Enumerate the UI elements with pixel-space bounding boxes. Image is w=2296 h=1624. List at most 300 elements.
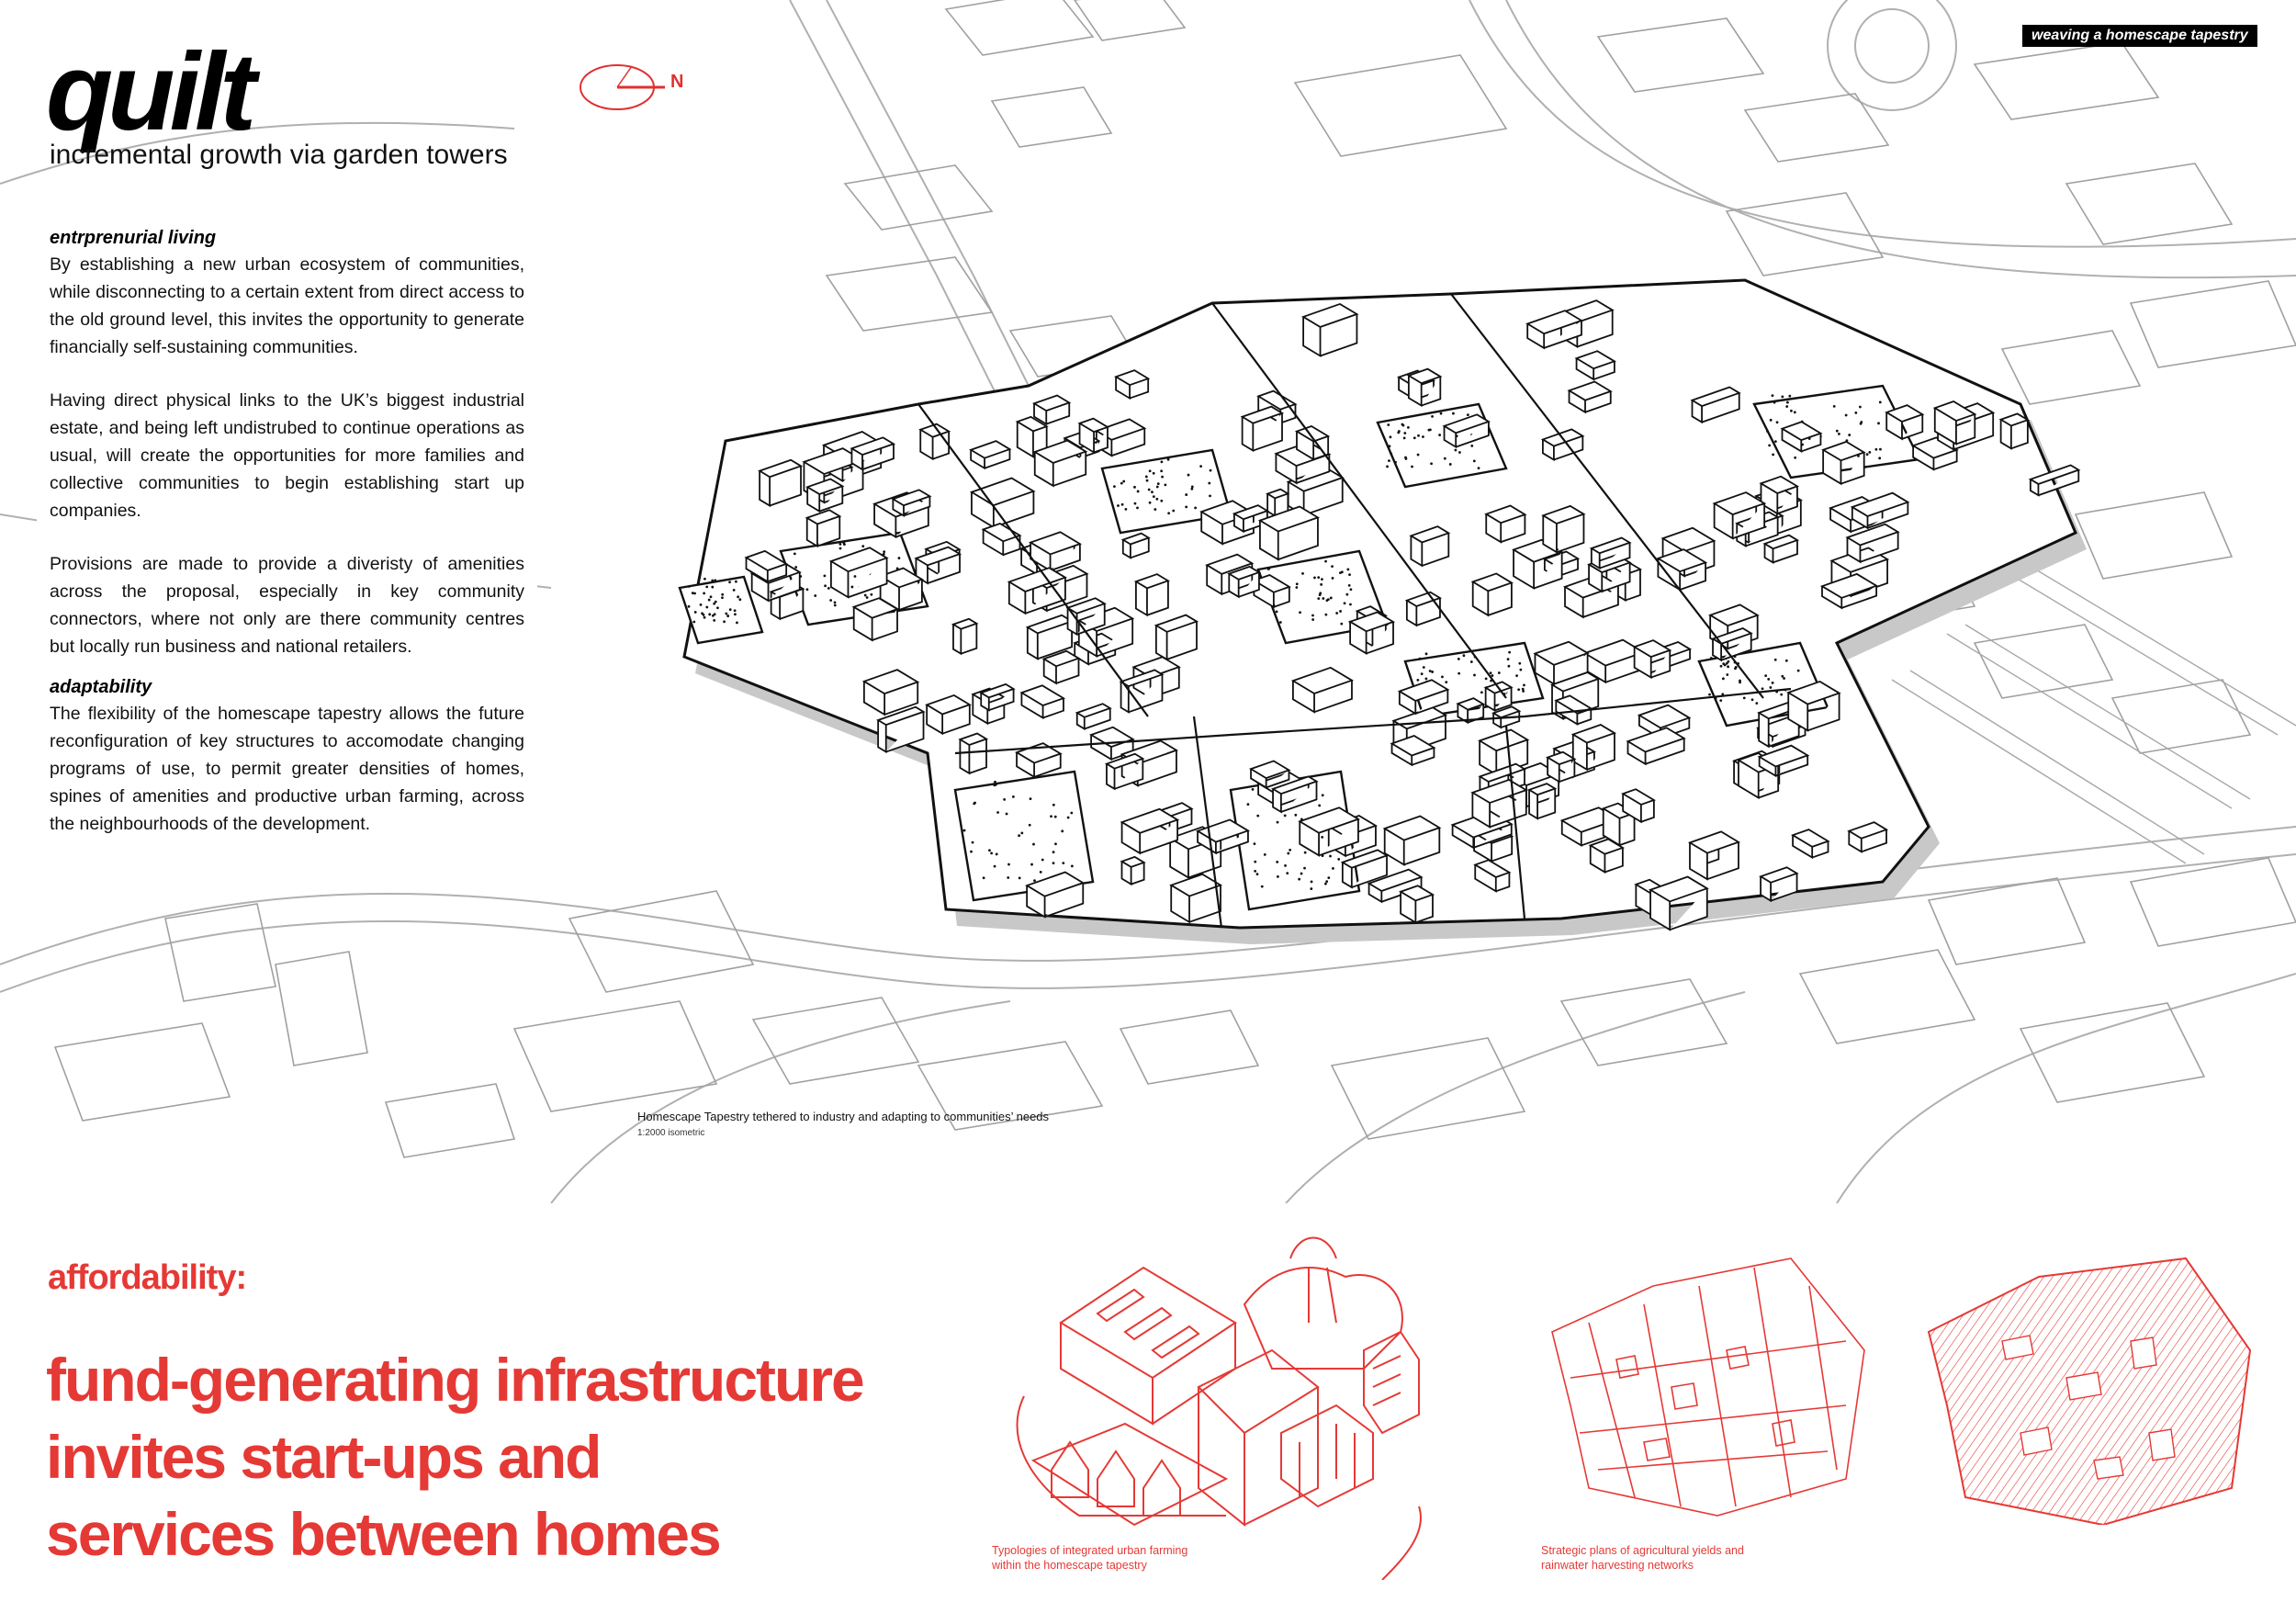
roof-garden-dot bbox=[1310, 887, 1312, 890]
roof-garden-dot bbox=[1515, 674, 1518, 677]
roof-garden-dot bbox=[703, 616, 706, 619]
map-caption: Homescape Tapestry tethered to industry and adapting to communities’ needs bbox=[637, 1110, 1050, 1123]
roof-garden-dot bbox=[1134, 502, 1137, 505]
roof-garden-dot bbox=[1480, 691, 1483, 694]
affordability-label: affordability: bbox=[48, 1258, 247, 1297]
roof-garden-dot bbox=[870, 593, 872, 596]
roof-garden-dot bbox=[1317, 597, 1320, 600]
roof-garden-dot bbox=[692, 621, 695, 624]
roof-garden-dot bbox=[726, 615, 729, 617]
roof-garden-dot bbox=[1423, 666, 1425, 669]
roof-garden-dot bbox=[1050, 815, 1052, 818]
roof-garden-dot bbox=[1276, 610, 1278, 613]
roof-garden-dot bbox=[703, 578, 706, 581]
roof-garden-dot bbox=[1417, 454, 1420, 457]
roof-garden-dot bbox=[1780, 694, 1783, 696]
roof-garden-dot bbox=[1774, 440, 1777, 443]
roof-garden-dot bbox=[1452, 412, 1455, 415]
roof-garden-dot bbox=[733, 589, 736, 592]
roof-garden-dot bbox=[1455, 449, 1458, 452]
roof-garden-dot bbox=[1185, 505, 1187, 508]
roof-garden-dot bbox=[1485, 677, 1488, 680]
roof-garden-dot bbox=[1319, 593, 1322, 596]
roof-garden-dot bbox=[1387, 423, 1390, 426]
roof-garden-dot bbox=[824, 574, 827, 577]
roof-garden-dot bbox=[995, 784, 997, 786]
roof-garden-dot bbox=[1284, 864, 1287, 867]
roof-garden-dot bbox=[734, 613, 737, 615]
roof-garden-dot bbox=[1877, 422, 1880, 424]
roof-garden-dot bbox=[1286, 872, 1289, 874]
roof-garden-dot bbox=[1774, 659, 1777, 661]
roof-garden-dot bbox=[1164, 483, 1166, 486]
headline bbox=[46, 1341, 863, 1573]
roof-garden-dot bbox=[1422, 435, 1424, 438]
roof-garden-dot bbox=[1052, 862, 1055, 864]
roof-garden-dot bbox=[1761, 687, 1764, 690]
roof-garden-dot bbox=[688, 605, 691, 608]
map-scale: 1:2000 isometric bbox=[637, 1128, 705, 1138]
roof-garden-dot bbox=[827, 587, 830, 590]
roof-garden-dot bbox=[1136, 506, 1139, 509]
roof-garden-dot bbox=[1331, 565, 1334, 568]
roof-garden-dot bbox=[1332, 867, 1334, 870]
roof-garden-dot bbox=[1120, 482, 1123, 485]
roof-garden-dot bbox=[1122, 480, 1125, 483]
roof-garden-dot bbox=[1508, 651, 1511, 654]
roof-garden-dot bbox=[1727, 665, 1729, 668]
roof-garden-dot bbox=[1490, 671, 1492, 674]
roof-garden-dot bbox=[1523, 683, 1525, 686]
roof-garden-dot bbox=[1389, 445, 1391, 447]
roof-garden-dot bbox=[839, 543, 842, 546]
roof-garden-dot bbox=[703, 614, 705, 616]
roof-garden-dot bbox=[1390, 435, 1392, 438]
roof-garden-dot bbox=[1710, 657, 1713, 660]
strategic-plan-sketch bbox=[1534, 1249, 1883, 1525]
roof-garden-dot bbox=[1727, 660, 1729, 663]
roof-garden-dot bbox=[1311, 615, 1314, 617]
roof-garden-dot bbox=[1296, 582, 1299, 585]
roof-garden-dot bbox=[1208, 482, 1210, 485]
section-heading-adaptability: adaptability bbox=[50, 677, 152, 697]
roof-garden-dot bbox=[714, 613, 716, 615]
roof-garden-dot bbox=[1052, 851, 1055, 853]
roof-garden-dot bbox=[861, 545, 864, 547]
roof-garden-dot bbox=[1772, 682, 1774, 684]
roof-garden-dot bbox=[1421, 672, 1424, 675]
roof-garden-dot bbox=[1019, 876, 1021, 879]
roof-garden-dot bbox=[1398, 430, 1401, 433]
roof-garden-dot bbox=[1431, 415, 1434, 418]
roof-garden-dot bbox=[990, 852, 993, 855]
roof-garden-dot bbox=[1054, 842, 1057, 845]
roof-garden-dot bbox=[1859, 406, 1862, 409]
roof-garden-dot bbox=[1724, 664, 1727, 667]
roof-garden-dot bbox=[1052, 804, 1055, 806]
roof-garden-dot bbox=[1403, 432, 1406, 434]
roof-garden-dot bbox=[1766, 430, 1769, 433]
roof-garden-dot bbox=[1324, 614, 1327, 616]
roof-garden-dot bbox=[1458, 451, 1461, 454]
roof-garden-dot bbox=[854, 575, 857, 578]
roof-garden-dot bbox=[703, 592, 705, 594]
roof-garden-dot bbox=[1708, 694, 1711, 696]
roof-garden-dot bbox=[1407, 426, 1410, 429]
roof-garden-dot bbox=[1256, 815, 1259, 818]
roof-garden-dot bbox=[1794, 411, 1796, 413]
roof-garden-dot bbox=[1156, 486, 1159, 489]
roof-garden-dot bbox=[1160, 469, 1163, 472]
roof-garden-dot bbox=[1458, 672, 1460, 675]
roof-garden-dot bbox=[1444, 457, 1446, 460]
roof-garden-dot bbox=[996, 853, 998, 856]
roof-garden-dot bbox=[1772, 454, 1774, 457]
roof-garden-dot bbox=[1330, 597, 1333, 600]
roof-garden-dot bbox=[1322, 794, 1324, 796]
page-title: quilt bbox=[46, 30, 252, 153]
roof-garden-dot bbox=[883, 550, 885, 553]
roof-garden-dot bbox=[1327, 876, 1330, 879]
roof-garden-dot bbox=[898, 557, 901, 559]
roof-garden-dot bbox=[1719, 699, 1722, 702]
roof-garden-dot bbox=[996, 811, 999, 814]
roof-garden-dot bbox=[1252, 788, 1255, 791]
roof-garden-dot bbox=[1868, 451, 1871, 454]
roof-garden-dot bbox=[1340, 623, 1343, 626]
building-block bbox=[1080, 419, 1108, 453]
roof-garden-dot bbox=[1303, 867, 1306, 870]
roof-garden-dot bbox=[1149, 469, 1152, 472]
roof-garden-dot bbox=[1879, 448, 1882, 451]
roof-garden-dot bbox=[1866, 453, 1869, 456]
roof-garden-dot bbox=[1458, 658, 1460, 660]
roof-garden-dot bbox=[1289, 849, 1291, 851]
roof-garden-dot bbox=[1148, 489, 1151, 491]
roof-garden-dot bbox=[738, 598, 741, 601]
roof-garden-dot bbox=[1388, 459, 1390, 462]
roof-garden-dot bbox=[1030, 863, 1033, 866]
roof-garden-dot bbox=[1776, 421, 1779, 423]
roof-garden-dot bbox=[1346, 568, 1349, 570]
roof-garden-dot bbox=[1785, 660, 1788, 662]
roof-garden-dot bbox=[1210, 469, 1212, 472]
roof-garden-dot bbox=[1522, 688, 1525, 691]
roof-garden-dot bbox=[1277, 875, 1279, 878]
roof-garden-dot bbox=[1786, 401, 1789, 404]
roof-garden-dot bbox=[1390, 453, 1392, 456]
roof-garden-dot bbox=[1836, 430, 1839, 433]
roof-garden-dot bbox=[1146, 479, 1149, 482]
roof-garden-dot bbox=[1012, 795, 1015, 798]
roof-garden-dot bbox=[688, 585, 691, 588]
roof-garden-dot bbox=[694, 611, 697, 614]
roof-garden-dot bbox=[1854, 412, 1857, 414]
roof-garden-dot bbox=[1033, 879, 1036, 882]
roof-garden-dot bbox=[1878, 457, 1881, 459]
roof-garden-dot bbox=[713, 603, 715, 605]
roof-garden-dot bbox=[806, 588, 809, 591]
roof-garden-dot bbox=[1349, 603, 1352, 606]
roof-garden-dot bbox=[1401, 423, 1404, 426]
roof-garden-dot bbox=[1449, 463, 1452, 466]
roof-garden-dot bbox=[1113, 485, 1116, 488]
roof-garden-dot bbox=[1185, 493, 1187, 496]
roof-garden-dot bbox=[1769, 686, 1772, 689]
roof-garden-dot bbox=[1743, 697, 1746, 700]
roof-garden-dot bbox=[824, 584, 827, 587]
roof-garden-dot bbox=[1254, 861, 1256, 863]
farming-typology-sketch bbox=[996, 1212, 1474, 1580]
sketch-caption-farming bbox=[992, 1543, 1187, 1573]
roof-garden-dot bbox=[1879, 400, 1882, 403]
headline-line: services between homes bbox=[46, 1500, 720, 1568]
roof-garden-dot bbox=[1788, 395, 1791, 398]
roof-garden-dot bbox=[1325, 880, 1328, 883]
caption-line: Strategic plans of agricultural yields and bbox=[1541, 1544, 1744, 1557]
roof-garden-dot bbox=[994, 781, 996, 784]
roof-garden-dot bbox=[1295, 586, 1298, 589]
caption-line: rainwater harvesting networks bbox=[1541, 1559, 1694, 1572]
roof-garden-dot bbox=[708, 599, 711, 602]
roof-garden-dot bbox=[1070, 812, 1073, 815]
roof-garden-dot bbox=[1209, 494, 1211, 497]
roof-garden-dot bbox=[1194, 507, 1197, 510]
roof-garden-dot bbox=[794, 566, 797, 569]
roof-garden-dot bbox=[1030, 797, 1032, 800]
roof-garden-dot bbox=[1416, 679, 1419, 682]
roof-garden-dot bbox=[1054, 816, 1057, 818]
roof-garden-dot bbox=[1772, 394, 1774, 397]
roof-garden-dot bbox=[1797, 670, 1800, 672]
roof-garden-dot bbox=[1770, 419, 1773, 422]
roof-garden-dot bbox=[1348, 573, 1351, 576]
roof-garden-dot bbox=[1326, 599, 1329, 602]
roof-garden-dot bbox=[705, 585, 708, 588]
roof-garden-dot bbox=[1341, 570, 1344, 573]
roof-garden-dot bbox=[1337, 858, 1340, 861]
roof-garden-dot bbox=[1726, 673, 1728, 676]
roof-garden-dot bbox=[1256, 873, 1259, 875]
roof-garden-dot bbox=[1145, 476, 1148, 479]
roof-garden-dot bbox=[735, 581, 737, 583]
roof-garden-dot bbox=[834, 604, 837, 607]
page-subtitle: incremental growth via garden towers bbox=[50, 140, 508, 170]
roof-garden-dot bbox=[1187, 474, 1190, 477]
roof-garden-dot bbox=[1071, 865, 1074, 868]
roof-garden-dot bbox=[1301, 572, 1304, 575]
roof-garden-dot bbox=[721, 593, 724, 596]
roof-garden-dot bbox=[1254, 870, 1256, 873]
roof-garden-dot bbox=[1419, 658, 1422, 660]
roof-garden-dot bbox=[1329, 855, 1332, 858]
roof-garden-dot bbox=[988, 849, 991, 851]
roof-garden-dot bbox=[1149, 502, 1152, 504]
roof-garden-dot bbox=[1764, 674, 1767, 677]
roof-garden-dot bbox=[1755, 702, 1758, 705]
paragraph: Provisions are made to provide a diveristy of amenities across the proposal, especially in key community connectors, where not only are there community centres but locally run business and national retailers. bbox=[50, 554, 524, 657]
roof-garden-dot bbox=[1300, 873, 1303, 875]
roof-garden-dot bbox=[705, 606, 708, 609]
roof-garden-dot bbox=[728, 581, 731, 583]
roof-garden-dot bbox=[1125, 508, 1128, 511]
roof-garden-dot bbox=[1153, 472, 1155, 475]
roof-garden-dot bbox=[1321, 578, 1323, 581]
roof-garden-dot bbox=[1463, 654, 1466, 657]
roof-garden-dot bbox=[1348, 584, 1351, 587]
roof-garden-dot bbox=[1321, 836, 1323, 839]
roof-garden-dot bbox=[1299, 611, 1301, 614]
roof-garden-dot bbox=[970, 851, 973, 853]
roof-garden-dot bbox=[1783, 677, 1785, 680]
roof-garden-dot bbox=[1161, 460, 1164, 463]
roof-garden-dot bbox=[1860, 423, 1863, 425]
roof-garden-dot bbox=[1722, 677, 1725, 680]
roof-garden-dot bbox=[1154, 508, 1156, 511]
roof-garden-dot bbox=[1298, 878, 1300, 881]
roof-garden-dot bbox=[1848, 434, 1851, 436]
roof-garden-dot bbox=[1020, 831, 1023, 834]
roof-garden-dot bbox=[1167, 512, 1170, 514]
roof-garden-dot bbox=[1294, 814, 1297, 817]
roof-garden-dot bbox=[1491, 674, 1494, 677]
roof-garden-dot bbox=[1155, 498, 1158, 501]
roof-garden-dot bbox=[1751, 698, 1754, 701]
roof-garden-dot bbox=[1133, 486, 1136, 489]
roof-garden-dot bbox=[1470, 445, 1473, 447]
roof-garden-dot bbox=[1507, 658, 1510, 660]
roof-garden-dot bbox=[793, 552, 796, 555]
roof-garden-dot bbox=[994, 865, 996, 868]
roof-garden-dot bbox=[1445, 681, 1447, 683]
text-panel bbox=[37, 220, 537, 882]
roof-garden-dot bbox=[1199, 465, 1202, 468]
roof-garden-dot bbox=[1007, 863, 1010, 866]
roof-garden-dot bbox=[1838, 433, 1840, 435]
roof-garden-dot bbox=[1350, 588, 1353, 591]
roof-garden-dot bbox=[723, 620, 726, 623]
roof-garden-dot bbox=[1191, 485, 1194, 488]
roof-garden-dot bbox=[864, 594, 867, 597]
roof-garden-dot bbox=[725, 613, 727, 615]
paragraph: By establishing a new urban ecosystem of communities, while disconnecting to a certain extent from direct access to the old ground level, this invites the opportunity to generate financially self-sustaining communities. bbox=[50, 254, 524, 357]
roof-garden-dot bbox=[1429, 428, 1432, 431]
roof-garden-dot bbox=[973, 803, 975, 806]
roof-garden-dot bbox=[1720, 665, 1723, 668]
roof-garden-dot bbox=[1247, 803, 1250, 806]
roof-garden-dot bbox=[1153, 495, 1155, 498]
roof-garden-dot bbox=[1413, 436, 1416, 439]
roof-garden-dot bbox=[1006, 813, 1008, 816]
roof-garden-dot bbox=[1394, 461, 1397, 464]
roof-garden-dot bbox=[972, 841, 974, 844]
roof-garden-dot bbox=[1279, 621, 1282, 624]
roof-garden-dot bbox=[1172, 510, 1175, 513]
roof-garden-dot bbox=[1430, 462, 1433, 465]
paragraph: The flexibility of the homescape tapestry allows the future reconfiguration of key structures to accomodate changing programs of use, to permit greater densities of homes, spines of amenities and productive urban farming, across the neighbourhoods of the development. bbox=[50, 704, 524, 834]
roof-garden-dot bbox=[1167, 458, 1170, 461]
roof-garden-dot bbox=[1161, 476, 1164, 479]
roof-garden-dot bbox=[1470, 660, 1473, 663]
roof-garden-dot bbox=[1335, 612, 1338, 615]
roof-garden-dot bbox=[1277, 821, 1279, 824]
roof-garden-dot bbox=[1519, 669, 1522, 671]
north-label: N bbox=[670, 72, 684, 92]
roof-garden-dot bbox=[1061, 829, 1064, 832]
roof-garden-dot bbox=[1781, 675, 1784, 678]
roof-garden-dot bbox=[1121, 503, 1124, 506]
roof-garden-dot bbox=[736, 621, 738, 624]
roof-garden-dot bbox=[1411, 466, 1413, 468]
roof-garden-dot bbox=[1404, 457, 1407, 459]
headline-line: fund-generating infrastructure bbox=[46, 1346, 863, 1414]
roof-garden-dot bbox=[1003, 798, 1006, 801]
roof-garden-dot bbox=[1318, 804, 1321, 806]
roof-garden-dot bbox=[1441, 676, 1444, 679]
roof-garden-dot bbox=[1794, 457, 1796, 459]
roof-garden-dot bbox=[708, 613, 711, 615]
roof-garden-dot bbox=[1473, 674, 1476, 677]
roof-garden-dot bbox=[1498, 671, 1501, 674]
roof-garden-dot bbox=[1438, 434, 1441, 436]
roof-garden-dot bbox=[851, 586, 854, 589]
roof-garden-dot bbox=[734, 609, 737, 612]
roof-garden-dot bbox=[1032, 843, 1035, 846]
roof-garden-dot bbox=[814, 594, 816, 597]
roof-garden-dot bbox=[1467, 413, 1469, 416]
roof-garden-dot bbox=[1160, 500, 1163, 502]
roof-garden-dot bbox=[1311, 618, 1314, 621]
roof-garden-dot bbox=[1508, 665, 1511, 668]
roof-garden-dot bbox=[700, 603, 703, 606]
roof-garden-dot bbox=[1424, 678, 1427, 681]
section-heading-entrepreneurial: entrprenurial living bbox=[50, 228, 217, 248]
roof-garden-dot bbox=[1767, 678, 1770, 681]
roof-garden-dot bbox=[1261, 885, 1264, 888]
roof-garden-dot bbox=[1137, 491, 1140, 493]
roof-garden-dot bbox=[729, 608, 732, 611]
roof-garden-dot bbox=[1311, 881, 1313, 884]
roof-garden-dot bbox=[1254, 842, 1256, 845]
roof-garden-dot bbox=[1431, 671, 1434, 673]
roof-garden-dot bbox=[710, 595, 713, 598]
roof-garden-dot bbox=[1322, 597, 1324, 600]
roof-garden-dot bbox=[1833, 405, 1836, 408]
roof-garden-dot bbox=[1062, 862, 1064, 864]
roof-garden-dot bbox=[1386, 466, 1389, 468]
caption-line: Typologies of integrated urban farming bbox=[992, 1544, 1188, 1557]
roof-garden-dot bbox=[1790, 410, 1793, 412]
roof-garden-dot bbox=[963, 829, 966, 832]
roof-garden-dot bbox=[1785, 405, 1788, 408]
tagline-badge: weaving a homescape tapestry bbox=[2022, 25, 2257, 47]
hatched-plan-sketch bbox=[1910, 1249, 2259, 1525]
roof-garden-dot bbox=[1151, 491, 1154, 493]
roof-garden-dot bbox=[1773, 401, 1776, 404]
roof-garden-dot bbox=[1768, 444, 1771, 446]
roof-garden-dot bbox=[1403, 437, 1406, 440]
sketch-caption-plans bbox=[1541, 1543, 1744, 1573]
roof-garden-dot bbox=[716, 606, 719, 609]
roof-garden-dot bbox=[721, 596, 724, 599]
roof-garden-dot bbox=[843, 543, 846, 546]
roof-garden-dot bbox=[1425, 652, 1428, 655]
roof-garden-dot bbox=[1320, 583, 1322, 586]
roof-garden-dot bbox=[1324, 883, 1327, 885]
roof-garden-dot bbox=[714, 579, 716, 581]
roof-garden-dot bbox=[1478, 467, 1480, 469]
roof-garden-dot bbox=[829, 599, 832, 602]
